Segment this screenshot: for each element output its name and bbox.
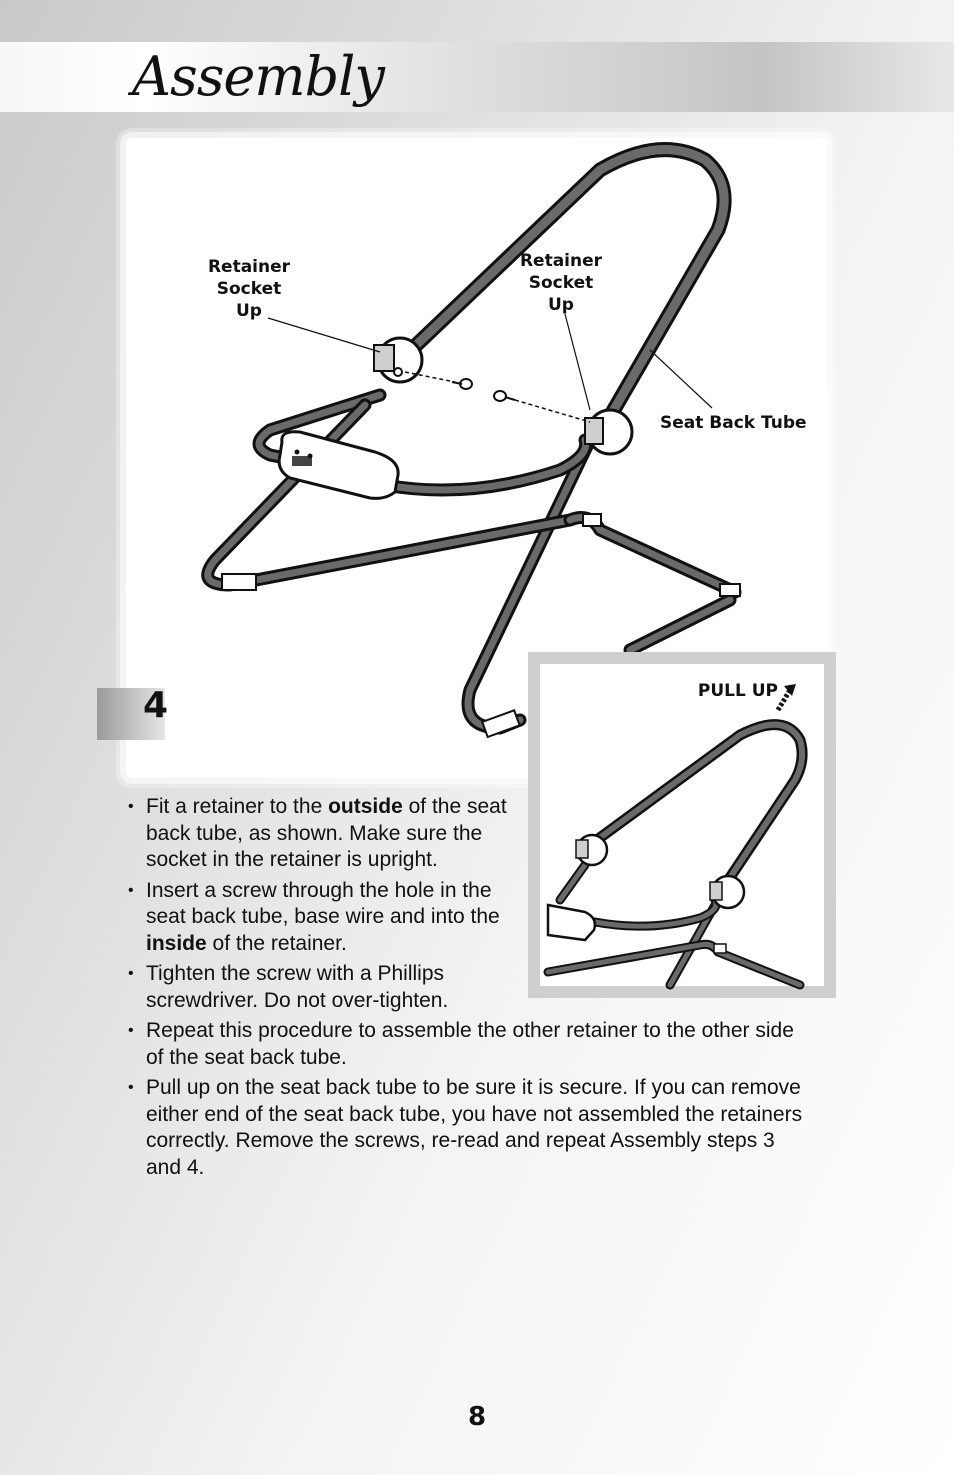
callout-line: Up bbox=[236, 301, 262, 321]
callout-pull-up: PULL UP bbox=[697, 681, 778, 701]
step-number: 4 bbox=[143, 685, 169, 726]
instruction-text: Insert a screw through the hole in the seat back tube, base wire and into the bbox=[146, 878, 500, 928]
instruction-text: Tighten the screw with a Phillips screwdriver. Do not over-tighten. bbox=[146, 962, 449, 1012]
page-title: Assembly bbox=[132, 45, 384, 108]
instruction-item bbox=[122, 961, 516, 1014]
callout-seat-back-tube: Seat Back Tube bbox=[660, 413, 807, 433]
callout-line: Socket bbox=[216, 279, 282, 299]
callout-line: Up bbox=[548, 295, 574, 315]
instruction-text: Repeat this procedure to assemble the other retainer to the other side of the seat back tube. bbox=[146, 1019, 794, 1069]
instruction-item bbox=[122, 878, 516, 958]
callout-line: Retainer bbox=[207, 257, 291, 277]
instruction-item bbox=[122, 1075, 812, 1181]
instruction-text: of the seat back tube, as shown. Make sure the socket in the retainer is upright. bbox=[146, 795, 507, 871]
page-number: 8 bbox=[467, 1402, 487, 1432]
instruction-text: Pull up on the seat back tube to be sure it is secure. If you can remove either end of the seat back tube, you have not assembled the retainers correctly. Remove the screws, re-read and repeat Assembly steps 3 and 4. bbox=[146, 1076, 803, 1179]
instruction-list bbox=[122, 794, 812, 1185]
callout-line: Socket bbox=[528, 273, 594, 293]
instruction-item bbox=[122, 794, 516, 874]
instruction-emphasis: inside bbox=[146, 931, 207, 955]
instruction-text: of the retainer. bbox=[206, 931, 347, 955]
instruction-emphasis: outside bbox=[328, 795, 403, 818]
callout-line: Retainer bbox=[519, 251, 603, 271]
instruction-text: Fit a retainer to the bbox=[146, 795, 329, 818]
instruction-item bbox=[122, 1018, 812, 1071]
